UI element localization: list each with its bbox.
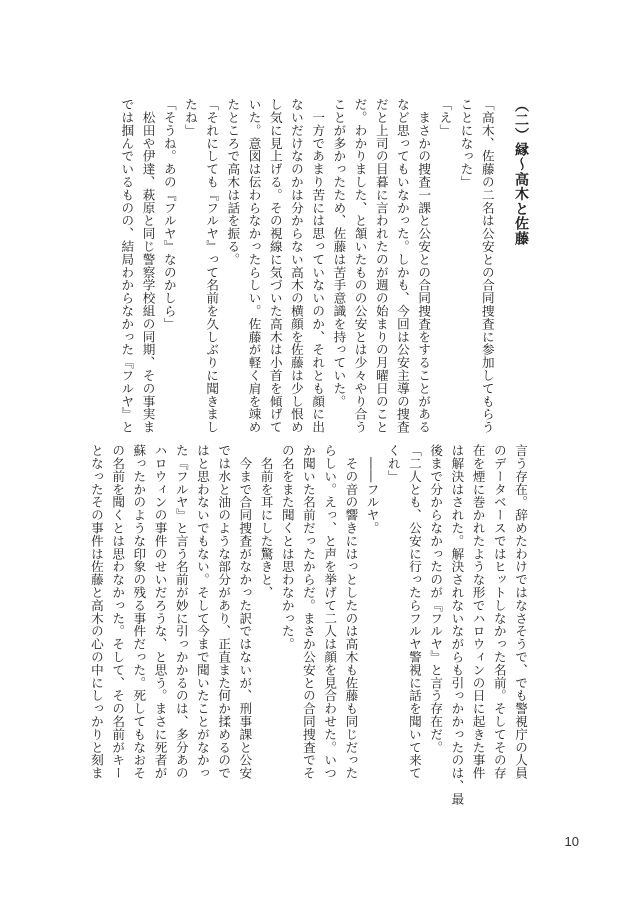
text-line: 後まで分からなかったのが『フルヤ』と言う存在だ。 — [428, 444, 444, 754]
text-line: か聞いた名前だったからだ。まさか公安との合同捜査でそ — [300, 444, 316, 780]
text-line: たところで高木は話を振る。 — [225, 98, 241, 266]
text-line: 言う存在。辞めたわけではなさそうで、でも警視庁の人員 — [513, 444, 528, 780]
text-line: 「二人とも、公安に行ったらフルヤ警視に話を聞いて来て — [406, 444, 422, 780]
text-line: ないだけなのかは分からない高木の横顔を佐藤は少し恨め — [288, 98, 304, 434]
text-line: は解決はされた。解決されないながらも引っかかったのは、最 — [449, 444, 465, 806]
text-line: 在を煙に巻かれたような形でハロウィンの日に起きた事件 — [470, 444, 486, 780]
text-line: の名前を聞くとは思わなかった。そして、その名前がキー — [110, 444, 126, 780]
text-line: だと上司の目暮に言われたのが週の始まりの月曜日のこと — [373, 98, 389, 434]
page-number: 10 — [564, 834, 579, 849]
text-line: ことが多かったため、佐藤は苦手意識を持っていた。 — [331, 98, 347, 408]
text-line: 「え」 — [437, 98, 453, 137]
text-line: 「そうね。あの『フルヤ』なのかしら」 — [161, 98, 177, 331]
text-line: ハロウィンの事件のせいだろうな、と思う。まさに死者が — [152, 444, 168, 780]
text-line: まさかの捜査一課と公安との合同捜査をすることがある — [416, 98, 432, 434]
text-line: その音の響きにはっとしたのは高木も佐藤も同じだった — [343, 444, 359, 780]
text-line: のデータベースではヒットしなかった名前。そしてその存 — [491, 444, 507, 780]
text-line: 名前を耳にした驚きと、 — [258, 444, 274, 599]
lower-text-block — [86, 444, 531, 804]
text-line: となったその事件は佐藤と高木の心の中にしっかりと刻ま — [88, 444, 104, 780]
text-line: 一方であまり苦には思っていないのか、それとも顔に出 — [310, 98, 326, 434]
text-line: 「それにしても『フルヤ』って名前を久しぶりに聞きまし — [204, 98, 220, 434]
text-line: 「高木、佐藤の二名は公安との合同捜査に参加してもらう — [479, 98, 495, 434]
text-line: くれ」 — [385, 444, 401, 483]
text-line: 松田や伊達、萩原と同じ警察学校組の同期、その事実ま — [140, 98, 156, 434]
text-line: の名をまた聞くとは思わなかった。 — [279, 444, 295, 651]
text-line: たね」 — [182, 98, 198, 137]
chapter-heading: （二）縁～高木と佐藤 — [513, 98, 529, 246]
text-line: 今まで合同捜査がなかった訳ではないが、刑事課と公安 — [237, 444, 253, 780]
text-line: し気に見上げる。その視線に気づいた高木は小首を傾げて — [267, 98, 283, 434]
text-line: では水と油のような部分があり、正直また何か揉めるので — [216, 444, 232, 780]
text-line: 蘇ったかのような印象の残る事件だった。死してもなおそ — [131, 444, 147, 780]
text-line: いた。意図は伝わらなかったらしい。佐藤が軽く肩を竦め — [246, 98, 262, 434]
text-line: た『フルヤ』と言う名前が妙に引っかかるのは、多分あの — [173, 444, 189, 780]
text-line: だ。わかりました、と頷いたものの公安とは少々やり合う — [352, 98, 368, 434]
text-line: など思ってもいなかった。しかも、今回は公安主導の捜査 — [394, 98, 410, 434]
text-line: はと思わないでもない。そして今まで聞いたことがなかっ — [194, 444, 210, 780]
upper-text-block — [116, 98, 531, 440]
text-line: では掴んでいるものの、結局わからなかった『フルヤ』と — [119, 98, 135, 434]
text-line: ――フルヤ。 — [364, 444, 380, 535]
text-line: らしい。えっ、と声を挙げて二人は顔を見合わせた。いつ — [322, 444, 338, 780]
text-line: ことになった」 — [458, 98, 474, 189]
